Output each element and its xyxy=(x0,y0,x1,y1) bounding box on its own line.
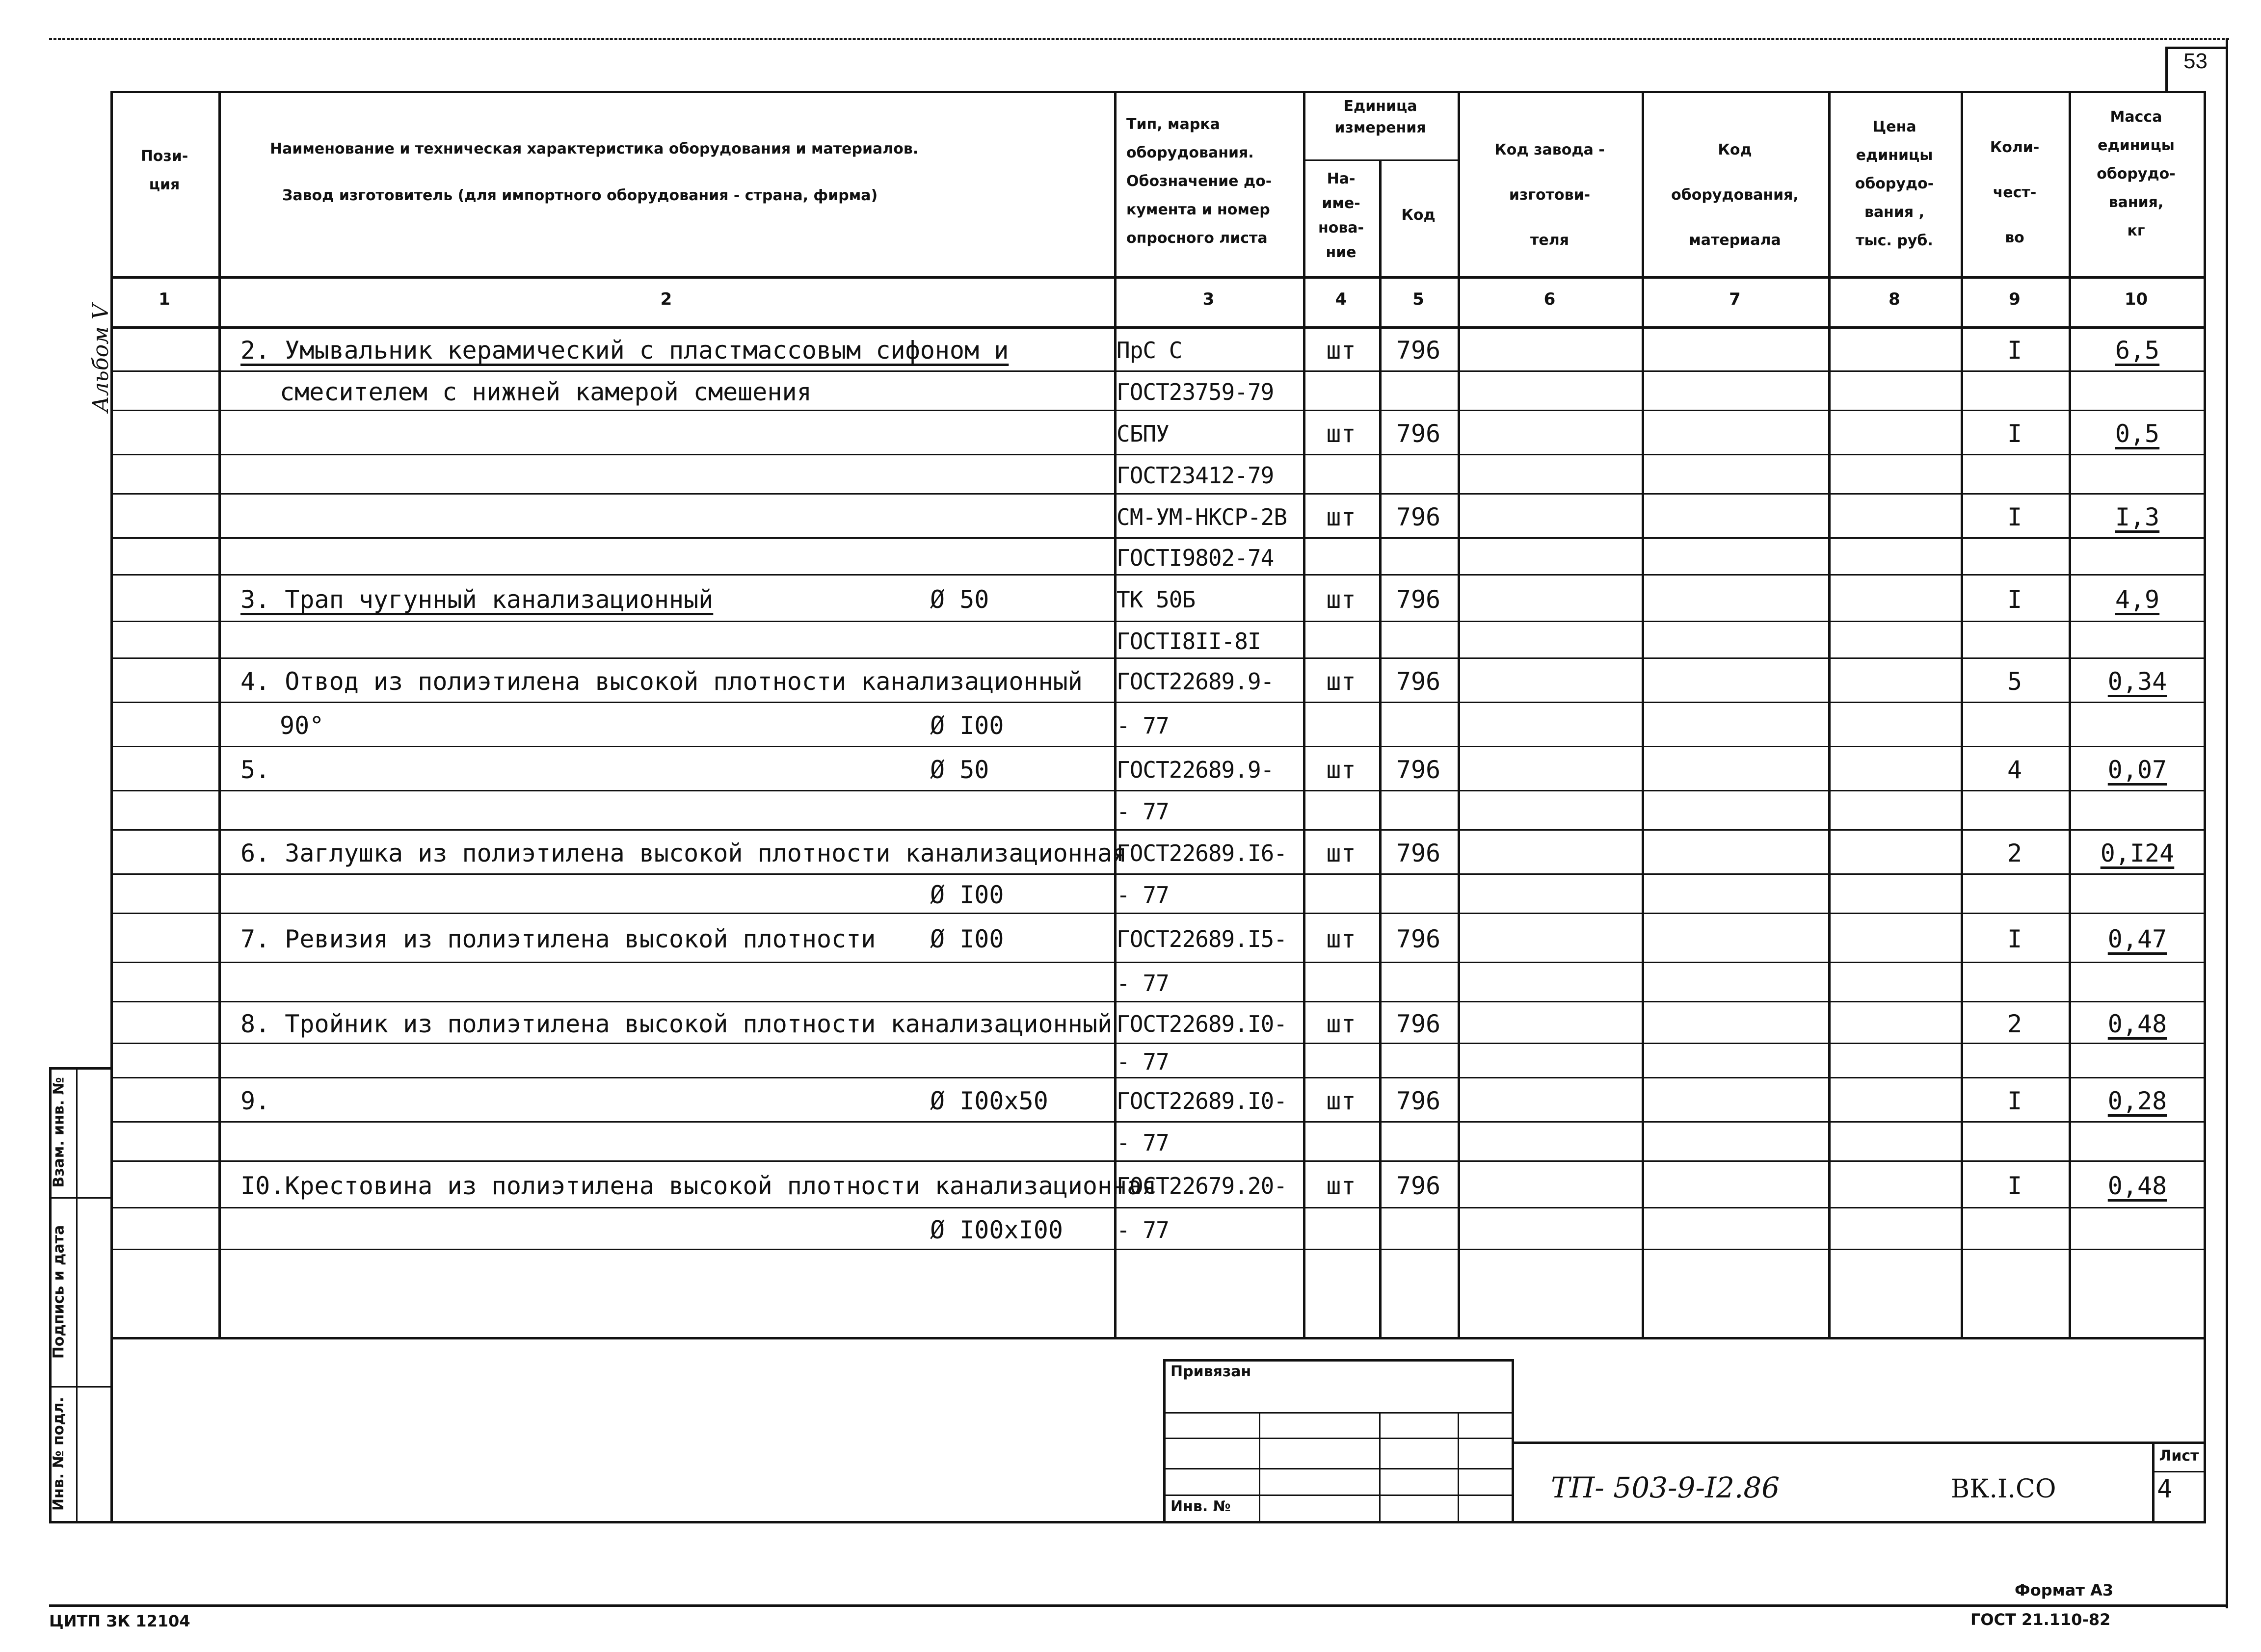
cell-name: 3. Трап чугунный канализационный xyxy=(240,585,714,614)
cell-type: - 77 xyxy=(1117,1049,1169,1075)
cell-name: I0.Крестовина из полиэтилена высокой плотности канализационная xyxy=(240,1172,1157,1200)
cell-name: 2. Умывальник керамический с пластмассовым сифоном и xyxy=(240,336,1009,365)
side-stamp-replaced-inv: Взам. инв. № xyxy=(50,1077,68,1188)
column-number-1: 1 xyxy=(159,289,170,309)
footer-print-code: ЦИТП ЗК 12104 xyxy=(49,1612,190,1630)
cell-mass: 0,47 xyxy=(2107,925,2167,953)
cell-type: ГОСТ23412-79 xyxy=(1117,462,1274,489)
cell-code: 796 xyxy=(1396,1172,1441,1200)
column-number-9: 9 xyxy=(2009,289,2021,309)
sheet-label: Лист xyxy=(2159,1447,2199,1465)
side-stamp-signature-date: Подпись и дата xyxy=(50,1225,68,1359)
cell-mass: 0,5 xyxy=(2115,420,2160,448)
cell-qty: I xyxy=(2007,1087,2022,1115)
header-mass: Масса единицы оборудо- вания, кг xyxy=(2097,108,2176,239)
cell-type: ГОСТI8II-8I xyxy=(1117,628,1261,655)
column-number-10: 10 xyxy=(2124,289,2148,309)
cell-mass: 0,07 xyxy=(2107,756,2167,784)
document-code: ТП- 503-9-I2.86 xyxy=(1551,1471,1780,1504)
cell-type: ГОСТI9802-74 xyxy=(1117,545,1274,571)
cell-size: Ø I00 xyxy=(930,925,1004,953)
cell-unit: шт xyxy=(1326,503,1356,531)
cell-mass: 0,I24 xyxy=(2100,839,2175,867)
cell-type: ГОСТ22689.9- xyxy=(1117,668,1274,695)
cell-type: - 77 xyxy=(1117,970,1169,996)
cell-code: 796 xyxy=(1396,420,1441,448)
sheet-number: 53 xyxy=(2183,49,2208,73)
header-equipment-code: Код оборудования, материала xyxy=(1671,141,1799,249)
cell-unit: шт xyxy=(1326,756,1356,784)
document-mark: ВК.I.СО xyxy=(1951,1474,2056,1504)
header-name-line2: Завод изготовитель (для импортного оборудования - страна, фирма) xyxy=(282,187,878,204)
cell-mass: 6,5 xyxy=(2115,336,2160,365)
column-number-2: 2 xyxy=(660,289,672,309)
cell-qty: 4 xyxy=(2007,756,2022,784)
cell-qty: I xyxy=(2007,585,2022,614)
footer-gost: ГОСТ 21.110-82 xyxy=(1970,1610,2111,1629)
cell-code: 796 xyxy=(1396,667,1441,696)
cell-name: 6. Заглушка из полиэтилена высокой плотности канализационная xyxy=(240,839,1127,867)
cell-unit: шт xyxy=(1326,839,1356,867)
cell-code: 796 xyxy=(1396,336,1441,365)
stamp-inv-no: Инв. № xyxy=(1170,1498,1231,1515)
header-name-line1: Наименование и техническая характеристика оборудования и материалов. xyxy=(270,140,919,157)
cell-qty: 2 xyxy=(2007,1010,2022,1038)
cell-code: 796 xyxy=(1396,1087,1441,1115)
cell-name: 9. xyxy=(240,1087,270,1115)
cell-type: ГОСТ23759-79 xyxy=(1117,379,1274,405)
cell-mass: I,3 xyxy=(2115,503,2160,531)
cell-qty: I xyxy=(2007,336,2022,365)
cell-qty: 5 xyxy=(2007,667,2022,696)
column-number-8: 8 xyxy=(1889,289,1900,309)
cell-unit: шт xyxy=(1326,667,1356,696)
cell-size: Ø I00x50 xyxy=(930,1087,1048,1115)
cell-mass: 0,28 xyxy=(2107,1087,2167,1115)
column-number-5: 5 xyxy=(1412,289,1424,309)
cell-qty: I xyxy=(2007,503,2022,531)
header-plant-code: Код завода - изготови- теля xyxy=(1494,141,1605,249)
sheet-no: 4 xyxy=(2157,1474,2173,1504)
cell-size: Ø I00 xyxy=(930,881,1004,909)
cell-code: 796 xyxy=(1396,503,1441,531)
cell-name: 7. Ревизия из полиэтилена высокой плотности xyxy=(240,925,876,953)
header-unit-code: Код xyxy=(1401,207,1436,224)
cell-name: 5. xyxy=(240,756,270,784)
cell-type: ГОСТ22689.I5- xyxy=(1117,926,1287,952)
cell-type: ГОСТ22689.I6- xyxy=(1117,840,1287,866)
cell-type: - 77 xyxy=(1117,712,1169,739)
cell-unit: шт xyxy=(1326,1172,1356,1200)
cell-qty: I xyxy=(2007,1172,2022,1200)
header-unit: Единица измерения xyxy=(1334,98,1426,136)
cell-type: ПрС С xyxy=(1117,337,1182,364)
cell-size: Ø 50 xyxy=(930,585,989,614)
cell-mass: 0,48 xyxy=(2107,1010,2167,1038)
header-quantity: Коли- чест- во xyxy=(1990,139,2040,246)
cell-unit: шт xyxy=(1326,1087,1356,1115)
cell-unit: шт xyxy=(1326,925,1356,953)
header-unit-price: Цена единицы оборудо- вания , тыс. руб. xyxy=(1855,118,1934,249)
cell-unit: шт xyxy=(1326,336,1356,365)
cell-name: 4. Отвод из полиэтилена высокой плотности канализационный xyxy=(240,667,1083,696)
cell-size: Ø I00 xyxy=(930,711,1004,740)
cell-code: 796 xyxy=(1396,925,1441,953)
column-number-7: 7 xyxy=(1729,289,1741,309)
cell-size: Ø I00xI00 xyxy=(930,1216,1063,1244)
header-unit-name: На- име- нова- ние xyxy=(1318,170,1364,261)
cell-code: 796 xyxy=(1396,756,1441,784)
cell-size: Ø 50 xyxy=(930,756,989,784)
header-type-mark: Тип, марка оборудования. Обозначение до- кумента и номер опросного листа xyxy=(1126,116,1272,247)
side-stamp-inv-original: Инв. № подл. xyxy=(50,1396,67,1511)
cell-type: - 77 xyxy=(1117,798,1169,825)
header-position: Пози- ция xyxy=(140,148,188,193)
cell-type: СМ-УМ-НКСР-2В xyxy=(1117,504,1287,530)
cell-mass: 0,48 xyxy=(2107,1172,2167,1200)
cell-mass: 4,9 xyxy=(2115,585,2160,614)
cell-code: 796 xyxy=(1396,839,1441,867)
cell-qty: I xyxy=(2007,420,2022,448)
cell-type: СБПУ xyxy=(1117,420,1169,447)
cell-qty: 2 xyxy=(2007,839,2022,867)
column-number-3: 3 xyxy=(1202,289,1215,309)
cell-unit: шт xyxy=(1326,420,1356,448)
cell-type: - 77 xyxy=(1117,882,1169,908)
cell-type: ГОСТ22689.I0- xyxy=(1117,1088,1287,1114)
cell-unit: шт xyxy=(1326,1010,1356,1038)
cell-code: 796 xyxy=(1396,585,1441,614)
cell-code: 796 xyxy=(1396,1010,1441,1038)
column-number-6: 6 xyxy=(1543,289,1556,309)
cell-type: ГОСТ22689.I0- xyxy=(1117,1011,1287,1037)
cell-mass: 0,34 xyxy=(2107,667,2167,696)
cell-qty: I xyxy=(2007,925,2022,953)
cell-type: ГОСТ22689.9- xyxy=(1117,757,1274,783)
column-number-4: 4 xyxy=(1335,289,1347,309)
cell-type: - 77 xyxy=(1117,1217,1169,1243)
cell-type: ТК 50Б xyxy=(1117,586,1196,613)
album-note: Альбом V xyxy=(88,304,113,413)
cell-type: - 77 xyxy=(1117,1129,1169,1156)
cell-name: 8. Тройник из полиэтилена высокой плотности канализационный xyxy=(240,1010,1113,1038)
cell-type: ГОСТ22679.20- xyxy=(1117,1173,1287,1199)
cell-name: 90° xyxy=(280,711,324,740)
cell-name: смесителем с нижней камерой смешения xyxy=(280,378,812,406)
cell-unit: шт xyxy=(1326,585,1356,614)
stamp-privyazan: Привязан xyxy=(1170,1363,1251,1380)
footer-format: Формат А3 xyxy=(2015,1581,2114,1600)
